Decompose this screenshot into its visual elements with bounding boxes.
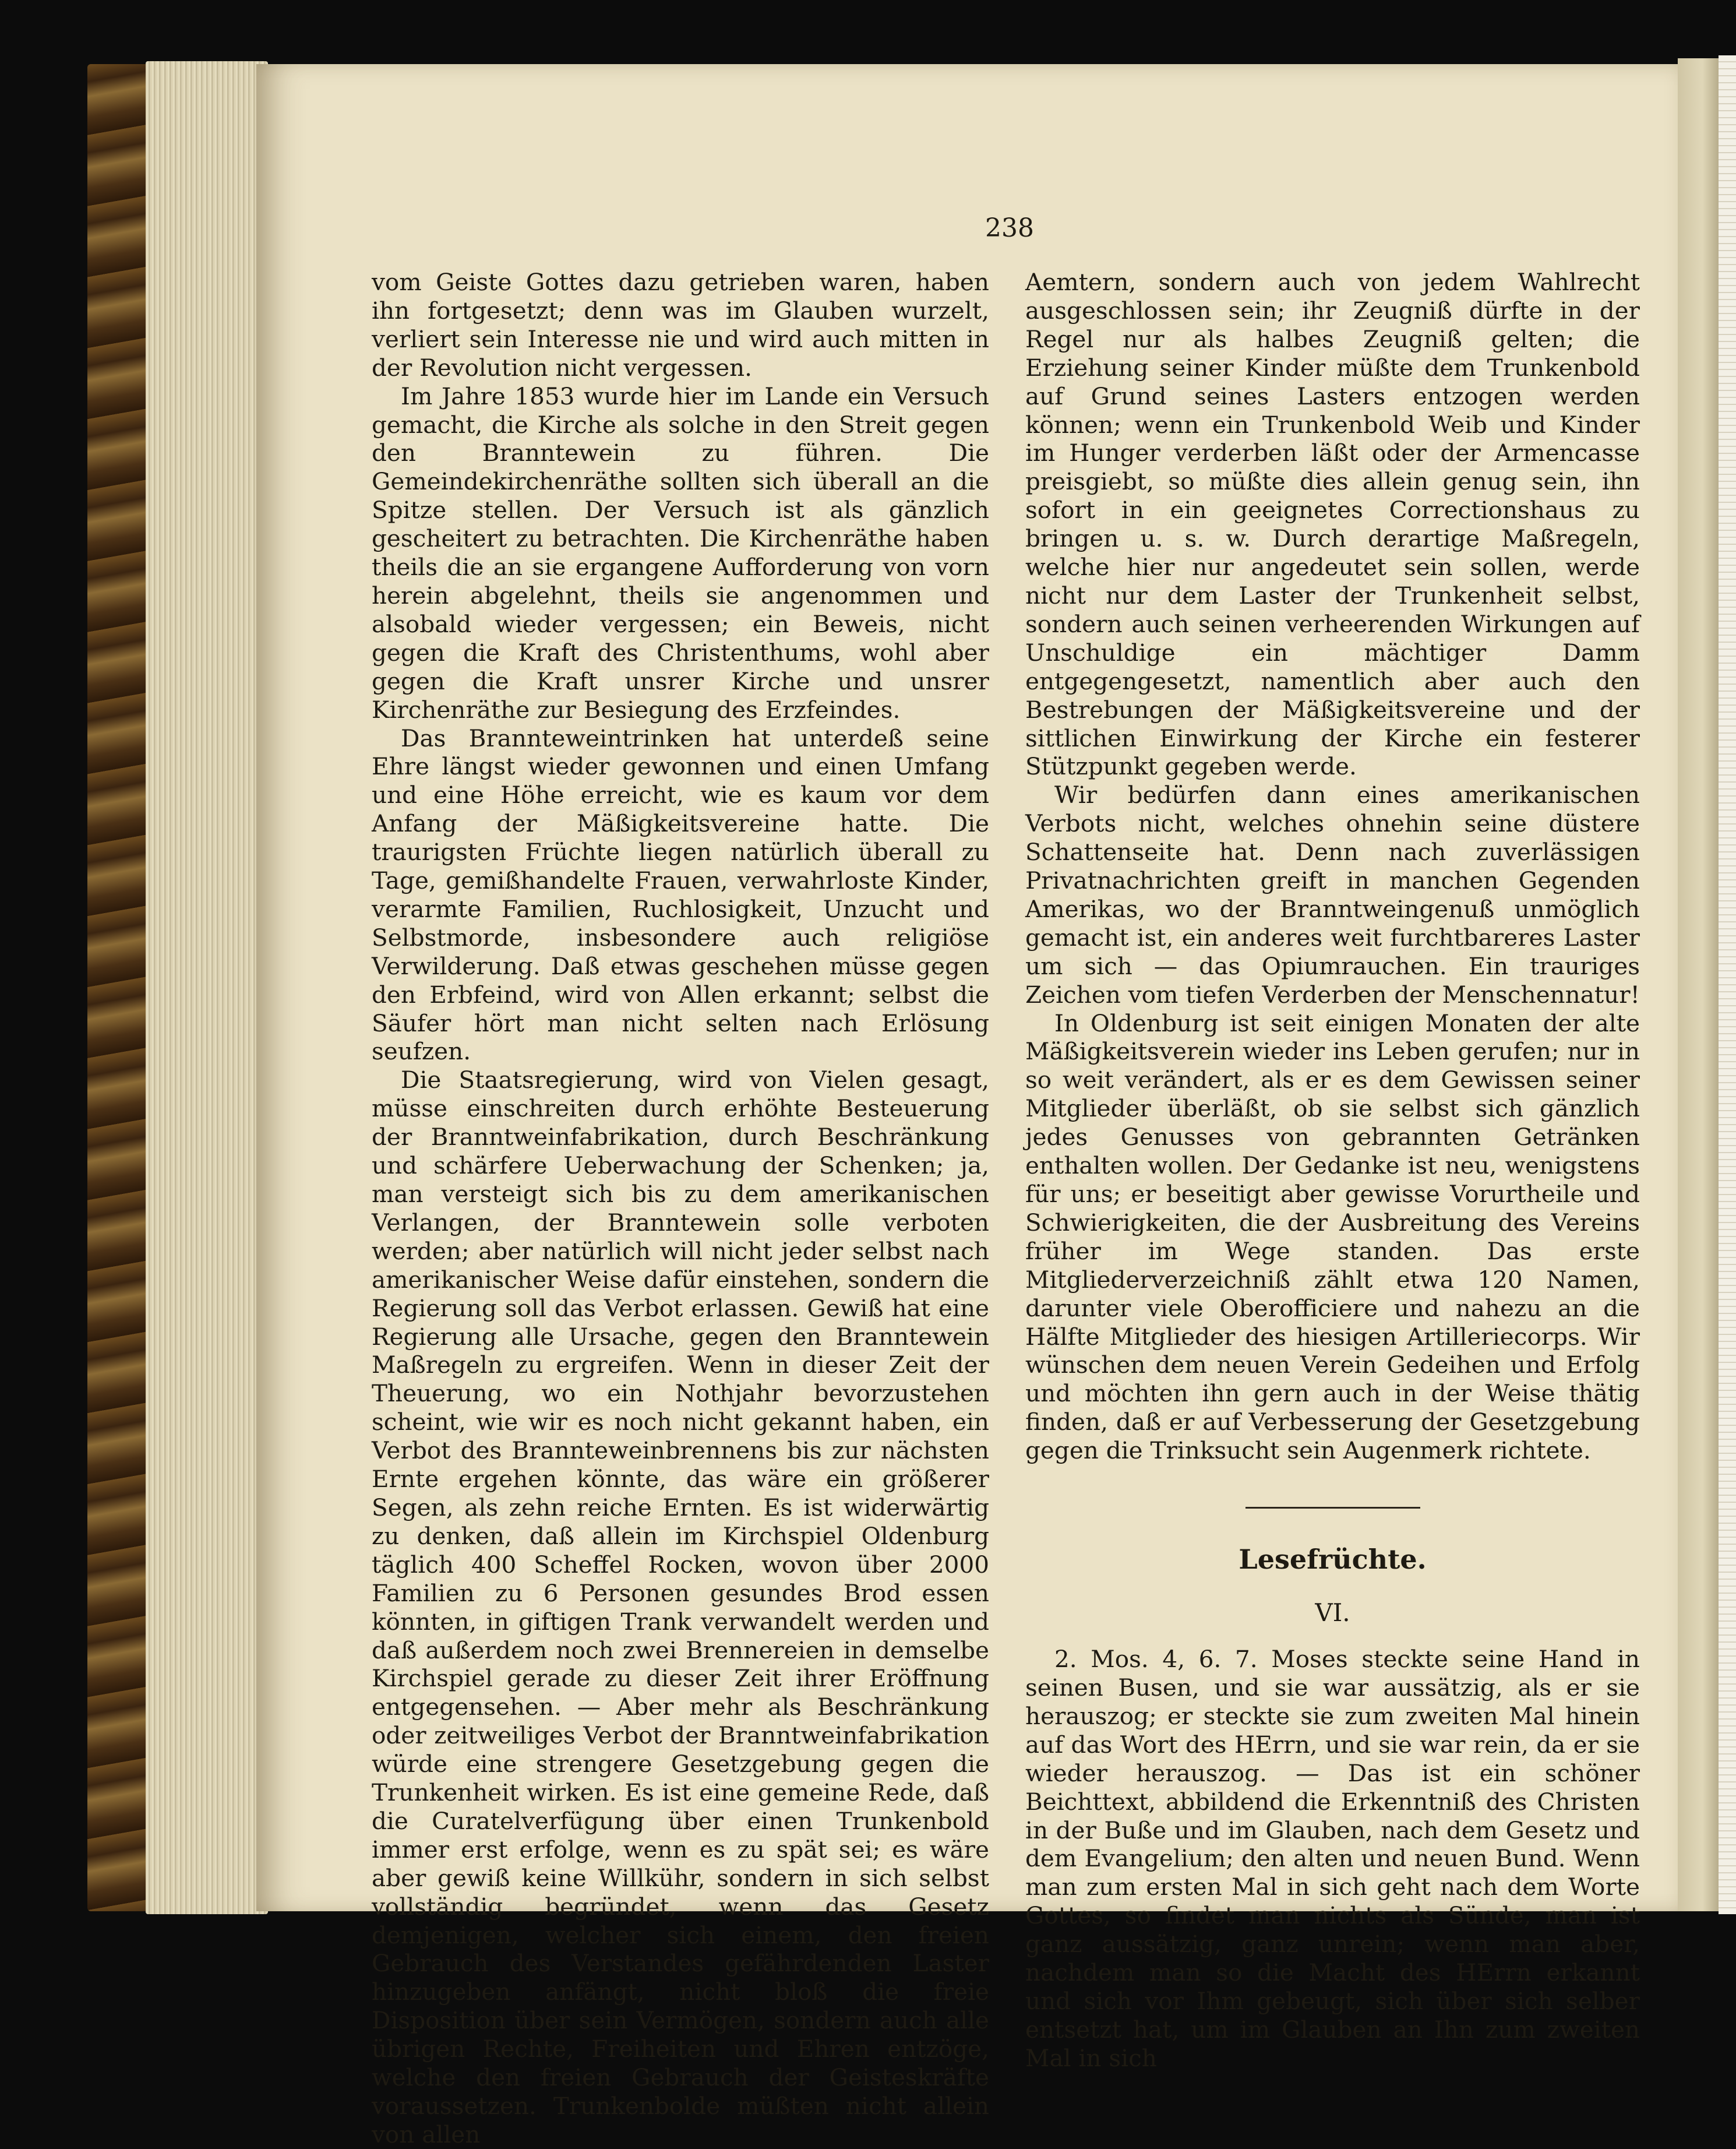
paragraph: Im Jahre 1853 wurde hier im Lande ein Versuch gemacht, die Kirche als solche in den Streit gegen den Branntewein zu führen. Die Gemeindekirchenräthe sollten sich überall an die Spitze stellen. Der Versuch ist als gänzlich gescheitert zu betrachten. Die Kirchenräthe haben theils die an sie ergangene Aufforderung von vorn herein abgelehnt, theils sie angenommen und alsobald wieder vergessen; ein Beweis, nicht gegen die Kraft des Christenthums, wohl aber gegen die Kraft unsrer Kirche und unsrer Kirchenräthe zur Besiegung des Erzfeindes. [372, 382, 989, 724]
scale-ruler [1719, 55, 1736, 1914]
paragraph: vom Geiste Gottes dazu getrieben waren, haben ihn fortgesetzt; denn was im Glauben wurzelt, verliert sein Interesse nie und wird auch mitten in der Revolution nicht vergessen. [372, 268, 989, 382]
section-number: VI. [1315, 1598, 1350, 1627]
paragraph: Das Brannteweintrinken hat unterdeß seine Ehre längst wieder gewonnen und einen Umfang und eine Höhe erreicht, wie es kaum vor dem Anfang der Mäßigkeitsvereine hatte. Die traurigsten Früchte liegen natürlich überall zu Tage, gemißhandelte Frauen, verwahrloste Kinder, verarmte Familien, Ruchlosigkeit, Unzucht und Selbstmorde, insbesondere auch religiöse Verwilderung. Daß etwas geschehen müsse gegen den Erbfeind, wird von Allen erkannt; selbst die Säufer hört man nicht selten nach Erlösung seufzen. [372, 724, 989, 1066]
paragraph: 2. Mos. 4, 6. 7. Moses steckte seine Hand in seinen Busen, und sie war aussätzig, als er sie herauszog; er steckte sie zum zweiten Mal hinein auf das Wort des HErrn, und sie war rein, da er sie wieder herauszog. — Das ist ein schöner Beichttext, abbildend die Erkenntniß des Christen in der Buße und im Glauben, nach dem Gesetz und dem Evangelium; den alten und neuen Bund. Wenn man zum ersten Mal in sich geht nach dem Worte Gottes, so findet man nichts als Sünde, man ist ganz aussätzig, ganz unrein; wenn man aber, nachdem man so die Macht des HErrn erkannt und sich vor Ihm gebeugt, sich über sich selber entsetzt hat, um im Glauben an Ihn zum zweiten Mal in sich [1025, 1645, 1640, 2072]
section-divider [1245, 1507, 1420, 1509]
page-edges [146, 61, 268, 1914]
paragraph: Aemtern, sondern auch von jedem Wahlrecht ausgeschlossen sein; ihr Zeugniß dürfte in der Regel nur als halbes Zeugniß gelten; die Erziehung seiner Kinder müßte dem Trunkenbold auf Grund seines Lasters entzogen werden können; wenn ein Trunkenbold Weib und Kinder im Hunger verderben läßt oder der Armencasse preisgiebt, so müßte dies allein genug sein, ihn sofort in ein geeignetes Correctionshaus zu bringen u. s. w. Durch derartige Maßregeln, welche hier nur angedeutet sein sollen, werde nicht nur dem Laster der Trunkenheit selbst, sondern auch seinen verheerenden Wirkungen auf Unschuldige ein mächtiger Damm entgegengesetzt, namentlich aber auch den Bestrebungen der Mäßigkeitsvereine und der sittlichen Einwirkung der Kirche ein festerer Stützpunkt gegeben werde. [1025, 268, 1640, 781]
page-number: 238 [985, 213, 1034, 243]
section-heading: Lesefrüchte. [1239, 1544, 1427, 1576]
right-column [1025, 268, 1640, 2073]
paragraph: Die Staatsregierung, wird von Vielen gesagt, müsse einschreiten durch erhöhte Besteuerung der Branntweinfabrikation, durch Beschränkung und schärfere Ueberwachung der Schenken; ja, man versteigt sich bis zu dem amerikanischen Verlangen, der Branntewein solle verboten werden; aber natürlich will nicht jeder selbst nach amerikanischer Weise dafür einstehen, sondern die Regierung soll das Verbot erlassen. Gewiß hat eine Regierung alle Ursache, gegen den Branntewein Maßregeln zu ergreifen. Wenn in dieser Zeit der Theuerung, wo ein Nothjahr bevorzustehen scheint, wie wir es noch nicht gekannt haben, ein Verbot des Brannteweinbrennens bis zur nächsten Ernte ergehen könnte, das wäre ein größerer Segen, als zehn reiche Ernten. Es ist widerwärtig zu denken, daß allein im Kirchspiel Oldenburg täglich 400 Scheffel Rocken, wovon über 2000 Familien zu 6 Personen gesundes Brod essen könnten, in giftigen Trank verwandelt werden und daß außerdem noch zwei Brennereien in demselbe Kirchspiel gerade zu dieser Zeit ihrer Eröffnung entgegensehen. — Aber mehr als Beschränkung oder zeitweiliges Verbot der Branntweinfabrikation würde eine strengere Gesetzgebung gegen die Trunkenheit wirken. Es ist eine gemeine Rede, daß die Curatelverfügung über einen Trunkenbold immer erst erfolge, wenn es zu spät sei; es wäre aber gewiß keine Willkühr, sondern in sich selbst vollständig begründet, wenn das Gesetz demjenigen, welcher sich einem, den freien Gebrauch des Verstandes gefährdenden Laster hinzugeben anfängt, nicht bloß die freie Disposition über sein Vermögen, sondern auch alle übrigen Rechte, Freiheiten und Ehren entzöge, welche den freien Gebrauch der Geisteskräfte voraussetzen. Trunkenbolde müßten nicht allein von allen [372, 1066, 989, 2148]
facing-page-edge [1678, 58, 1719, 1911]
paragraph: In Oldenburg ist seit einigen Monaten der alte Mäßigkeitsverein wieder ins Leben gerufen; nur in so weit verändert, als er es dem Gewissen seiner Mitglieder überläßt, ob sie selbst sich gänzlich jedes Genusses von gebrannten Getränken enthalten wollen. Der Gedanke ist neu, wenigstens für uns; er beseitigt aber gewisse Vorurtheile und Schwierigkeiten, die der Ausbreitung des Vereins früher im Wege standen. Das erste Mitgliederverzeichniß zählt etwa 120 Namen, darunter viele Oberofficiere und nahezu an die Hälfte Mitglieder des hiesigen Artilleriecorps. Wir wünschen dem neuen Verein Gedeihen und Erfolg und möchten ihn gern auch in der Weise thätig finden, daß er auf Verbesserung der Gesetzgebung gegen die Trinksucht sein Augenmerk richtete. [1025, 1009, 1640, 1465]
paragraph: Wir bedürfen dann eines amerikanischen Verbots nicht, welches ohnehin seine düstere Schattenseite hat. Denn nach zuverlässigen Privatnachrichten greift in manchen Gegenden Amerikas, wo der Branntweingenuß unmöglich gemacht ist, ein anderes weit furchtbareres Laster um sich — das Opiumrauchen. Ein trauriges Zeichen vom tiefen Verderben der Menschennatur! [1025, 781, 1640, 1009]
left-column [372, 268, 989, 2149]
